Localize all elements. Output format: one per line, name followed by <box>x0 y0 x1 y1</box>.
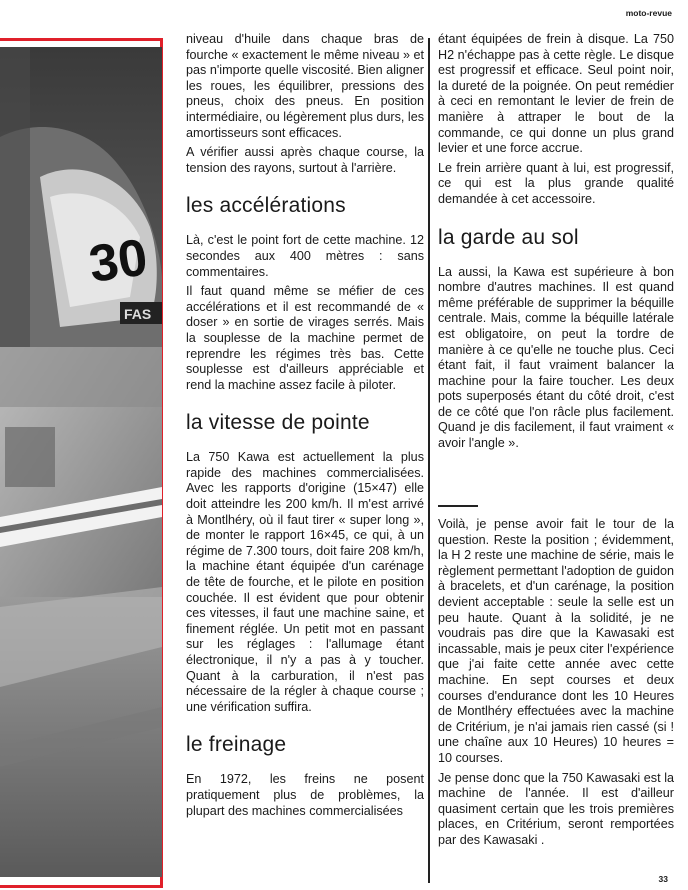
race-photo <box>0 47 162 877</box>
paragraph: La 750 Kawa est actuellement la plus rapide des machines commercialisées. Avec les rapports d'origine (15×47) elle doit atteindre les 200 km/h. Il m'est arrivé à Montlhéry, où il faut tirer « super long », de monter le rapport 16×45, ce qui, à un régime de 7.300 tours, doit faire 208 km/h, la machine étant équipée d'un carénage de tête de fourche, et le pilote en position couchée. Il est évident que pour obtenir ces vitesses, il faut une machine saine, et finement réglée. Un petit mot en passant sur les réglages : l'allumage étant électronique, il n'y a pas à y toucher. Quant à la carburation, il n'est pas nécessaire de la régler à chaque course ; une vérification suffira. <box>186 450 424 714</box>
section-heading-ground-clearance: la garde au sol <box>438 225 579 249</box>
bike-number: 30 <box>85 228 151 294</box>
magazine-header: moto-revue <box>625 8 672 18</box>
paragraph: Voilà, je pense avoir fait le tour de la question. Reste la position ; évidemment, la H 2 reste une machine de série, mais le règlement permettant l'adoption de guidon à bracelets, et d'un carénage, la position devient acceptable : seule la selle est un peu haute. Quant à la solidité, je ne voudrais pas dire que la Kawasaki est incassable, mais je peux citer l'expérience que j'ai faite cette année avec cette machine. En sept courses et deux courses d'endurance dont les 10 Heures de Montlhéry effectuées avec la machine de Critérium, je n'ai jamais rien cassé (si ! une chaîne aux 10 Heures) 10 heures = 10 courses. <box>438 517 674 765</box>
paragraph: A vérifier aussi après chaque course, la tension des rayons, surtout à l'arrière. <box>186 145 424 175</box>
paragraph: La aussi, la Kawa est supérieure à bon nombre d'autres machines. Il est quand même préférable de supprimer la béquille centrale. Mais, comme la béquille latérale est obligatoire, on peut la tordre de manière à ce qu'elle ne touche plus. Ceci étant fait, il faut vraiment balancer la machine pour la faire toucher. Les deux pots superposés étant du côté droit, c'est de ce côté que l'on râcle plus facilement. Quand je dis facilement, il faut vraiment « avoir l'angle ». <box>438 264 674 451</box>
paragraph: Il faut quand même se méfier de ces accélérations et il est recommandé de « doser » en sortie de virages serrés. Mais la souplesse de la machine permet de reprendre les régimes très bas. Cette souplesse est d'ailleurs appréciable et rend la machine assez facile à piloter. <box>186 284 424 392</box>
sponsor-text: FAS <box>124 306 152 322</box>
text-column-left <box>186 32 424 823</box>
paragraph: En 1972, les freins ne posent pratiquement plus de problèmes, la plupart des machines commercialisées <box>186 772 424 818</box>
text-column-right <box>438 32 674 456</box>
page-number: 33 <box>658 874 668 884</box>
paragraph: niveau d'huile dans chaque bras de fourche « exactement le même niveau » et pas n'importe quelle viscosité. Bien aligner les roues, les équilibrer, pressions des pneus, choix des pneus. En position intermédiaire, ou légèrement plus durs, les amortisseurs sont efficaces. <box>186 32 425 140</box>
section-heading-accelerations: les accélérations <box>186 194 346 218</box>
section-heading-top-speed: la vitesse de pointe <box>186 411 370 435</box>
section-rule <box>438 505 478 507</box>
paragraph: Je pense donc que la 750 Kawasaki est la machine de l'année. Il est d'ailleur quasiment certain que les trois premières places, en Critérium, seront remportées par des Kawasaki . <box>438 770 674 847</box>
text-column-right-conclusion <box>438 517 674 852</box>
column-divider <box>428 38 430 883</box>
paragraph: Le frein arrière quant à lui, est progressif, ce qui est la plus grande qualité demandée à cet accessoire. <box>438 160 674 206</box>
paragraph: Là, c'est le point fort de cette machine. 12 secondes aux 400 mètres : sans commentaires. <box>186 233 424 279</box>
section-heading-braking: le freinage <box>186 733 287 757</box>
paragraph: étant équipées de frein à disque. La 750 H2 n'échappe pas à cette règle. Le disque est progressif et efficace. Seul point noir, la dureté de la poignée. On peut remédier à ceci en remontant le levier de frein de manière à attraper le bout de la commande, ce qui donne un plus grand levier et une force accrue. <box>438 32 674 156</box>
